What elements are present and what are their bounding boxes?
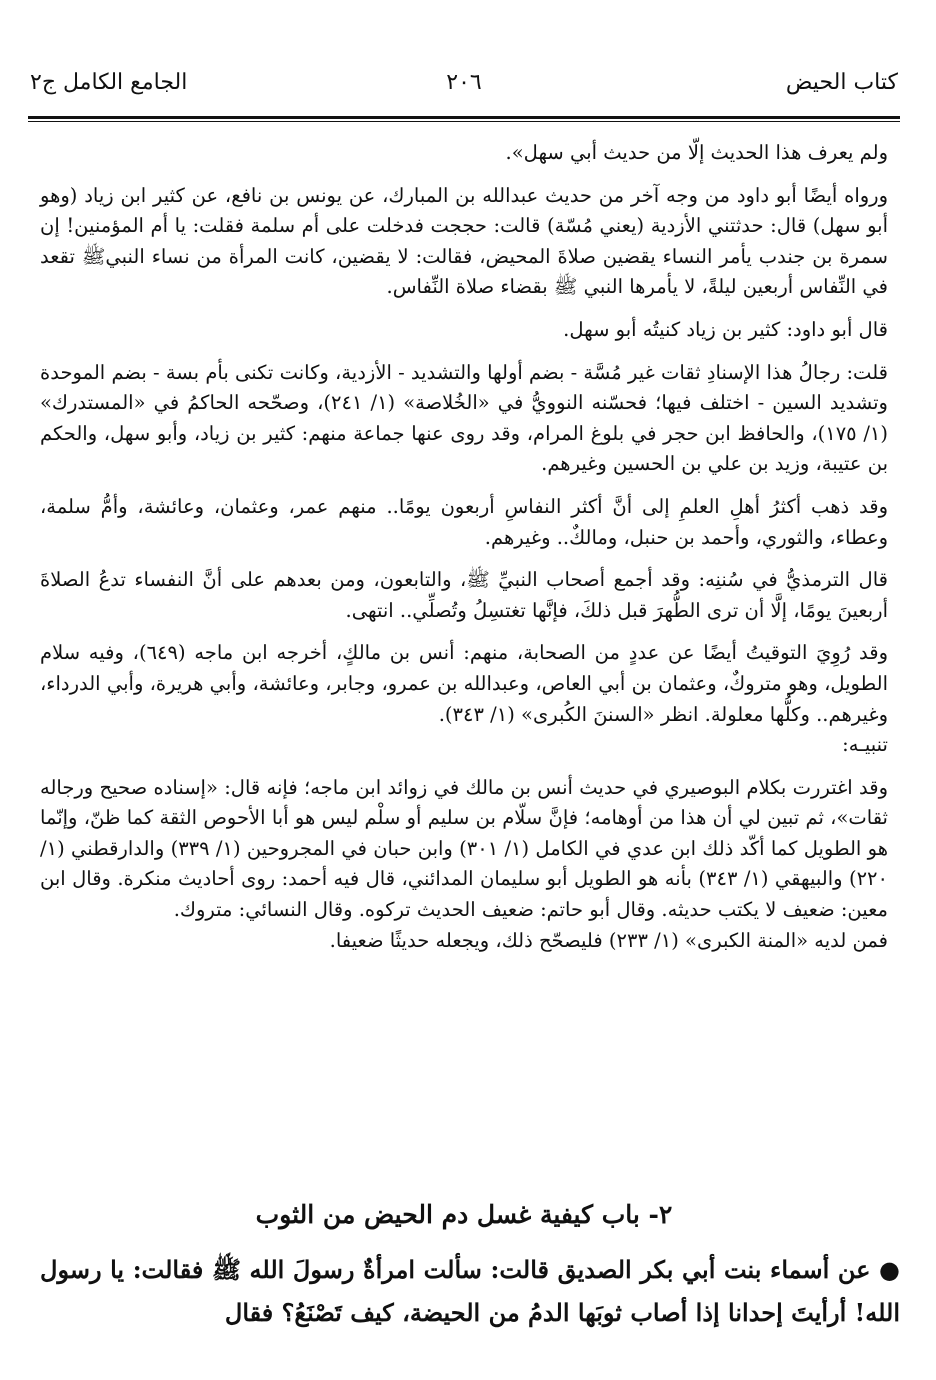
hadith-text: ● عن أسماء بنت أبي بكر الصديق قالت: سألت امرأةٌ رسولَ الله ﷺ فقالت: يا رسول الله! أرأيتَ إحدانا إذا أصاب ثوبَها الدمُ من الحيضة، كيف تَصْنَعُ؟ فقال: [40, 1255, 900, 1327]
page-number: ٢٠٦: [446, 70, 482, 95]
header-book-title: الجامع الكامل ج٢: [30, 70, 188, 95]
paragraph-9: فمن لديه «المنة الكبرى» (١/ ٢٣٣) فليصحّح ذلك، ويجعله حديثًا ضعيفا.: [329, 928, 888, 952]
footnote-body: [40, 138, 888, 956]
running-header: [30, 70, 898, 104]
paragraph-4: قلت: رجالُ هذا الإسنادِ ثقات غير مُسَّة - بضم أولها والتشديد - الأزدية، وكانت تكنى بأم بسة - بضم الموحدة وتشديد السين - اختلف فيها؛ فحسّنه النوويُّ في «الخُلاصة» (١/ ٢٤١)، وصحّحه الحاكمُ في «المستدرك» (١/ ١٧٥)، والحافظ ابن حجر في بلوغ المرام، وقد روى عنها جماعة منهم: كثير بن زياد، وأبو سهل، والحكم بن عتيبة، وزيد بن علي بن الحسين وغيرهم.: [40, 360, 888, 476]
paragraph-8: وقد اغتررت بكلام البوصيري في حديث أنس بن مالك في زوائد ابن ماجه؛ فإنه قال: «إسناده صحيح ورجاله ثقات»، ثم تبين لي أن هذا من أوهامه؛ فإنَّ سلّام بن سليم أو سلْم ليس هو أبا الأحوص الثقة كما ظنّ، وإنّما هو الطويل كما أكّد ذلك ابن عدي في الكامل (١/ ٣٠١) وابن حبان في المجروحين (١/ ٣٣٩) والدارقطني (١/ ٢٢٠) والبيهقي (١/ ٣٤٣) بأنه هو الطويل أبو سليمان المدائني، قال فيه أحمد: روى أحاديث منكرة. وقال ابن معين: ضعيف لا يكتب حديثه. وقال أبو حاتم: ضعيف الحديث تركوه. وقال النسائي: متروك.: [40, 775, 888, 922]
header-chapter-title: كتاب الحيض: [785, 70, 898, 95]
paragraph-1: ولم يعرف هذا الحديث إلّا من حديث أبي سهل».: [505, 141, 888, 164]
header-rule-thin: [28, 121, 900, 122]
header-rule-thick: [28, 116, 900, 119]
paragraph-6: قال الترمذيُّ في سُننِه: وقد أجمع أصحاب النبيِّ ﷺ، والتابعون، ومن بعدهم على أنَّ النفساء تدعُ الصلاةَ أربعينَ يومًا، إلَّا أن ترى الطُّهرَ قبل ذلكَ، فإنَّها تغتسِلُ وتُصلِّي.. انتهى.: [40, 568, 888, 622]
paragraph-2: ورواه أيضًا أبو داود من وجه آخر من حديث عبدالله بن المبارك، عن يونس بن نافع، عن كثير ابن زياد (وهو أبو سهل) قال: حدثتني الأزدية (يعني مُسّة) قالت: حججت فدخلت على أم سلمة فقلت: يا أم المؤمنين! إن سمرة بن جندب يأمر النساء يقضين صلاةَ المحيض، فقالت: لا يقضين، كانت المرأة من نساء النبيﷺ تقعد في النِّفاس أربعين ليلةً، لا يأمرها النبي ﷺ بقضاء صلاة النِّفاس.: [40, 183, 888, 299]
section-heading: ٢- باب كيفية غسل دم الحيض من الثوب: [255, 1200, 673, 1229]
paragraph-7: وقد رُوِيَ التوقيتُ أيضًا عن عددٍ من الصحابة، منهم: أنس بن مالكٍ، أخرجه ابن ماجه (٦٤٩)، وفيه سلام الطويل، وهو متروكٌ، وعثمان بن أبي العاص، وعبدالله بن عمرو، وجابر، وعائشة، وأبي هريرة، وأبي الدرداء، وغيرهم.. وكلُّها معلولة. انظر «السننَ الكُبرى» (١/ ٣٤٣).: [40, 641, 888, 726]
note-label: تنبيـه:: [842, 733, 888, 757]
paragraph-5: وقد ذهب أكثرُ أهلِ العلمِ إلى أنَّ أكثر النفاسِ أربعون يومًا.. منهم عمر، وعثمان، وعائشة، وأمُّ سلمة، وعطاء، والثوري، وأحمد بن حنبل، ومالكٌ.. وغيرهم.: [40, 494, 888, 549]
paragraph-3: قال أبو داود: كثير بن زياد كنيتُه أبو سهل.: [563, 317, 888, 341]
